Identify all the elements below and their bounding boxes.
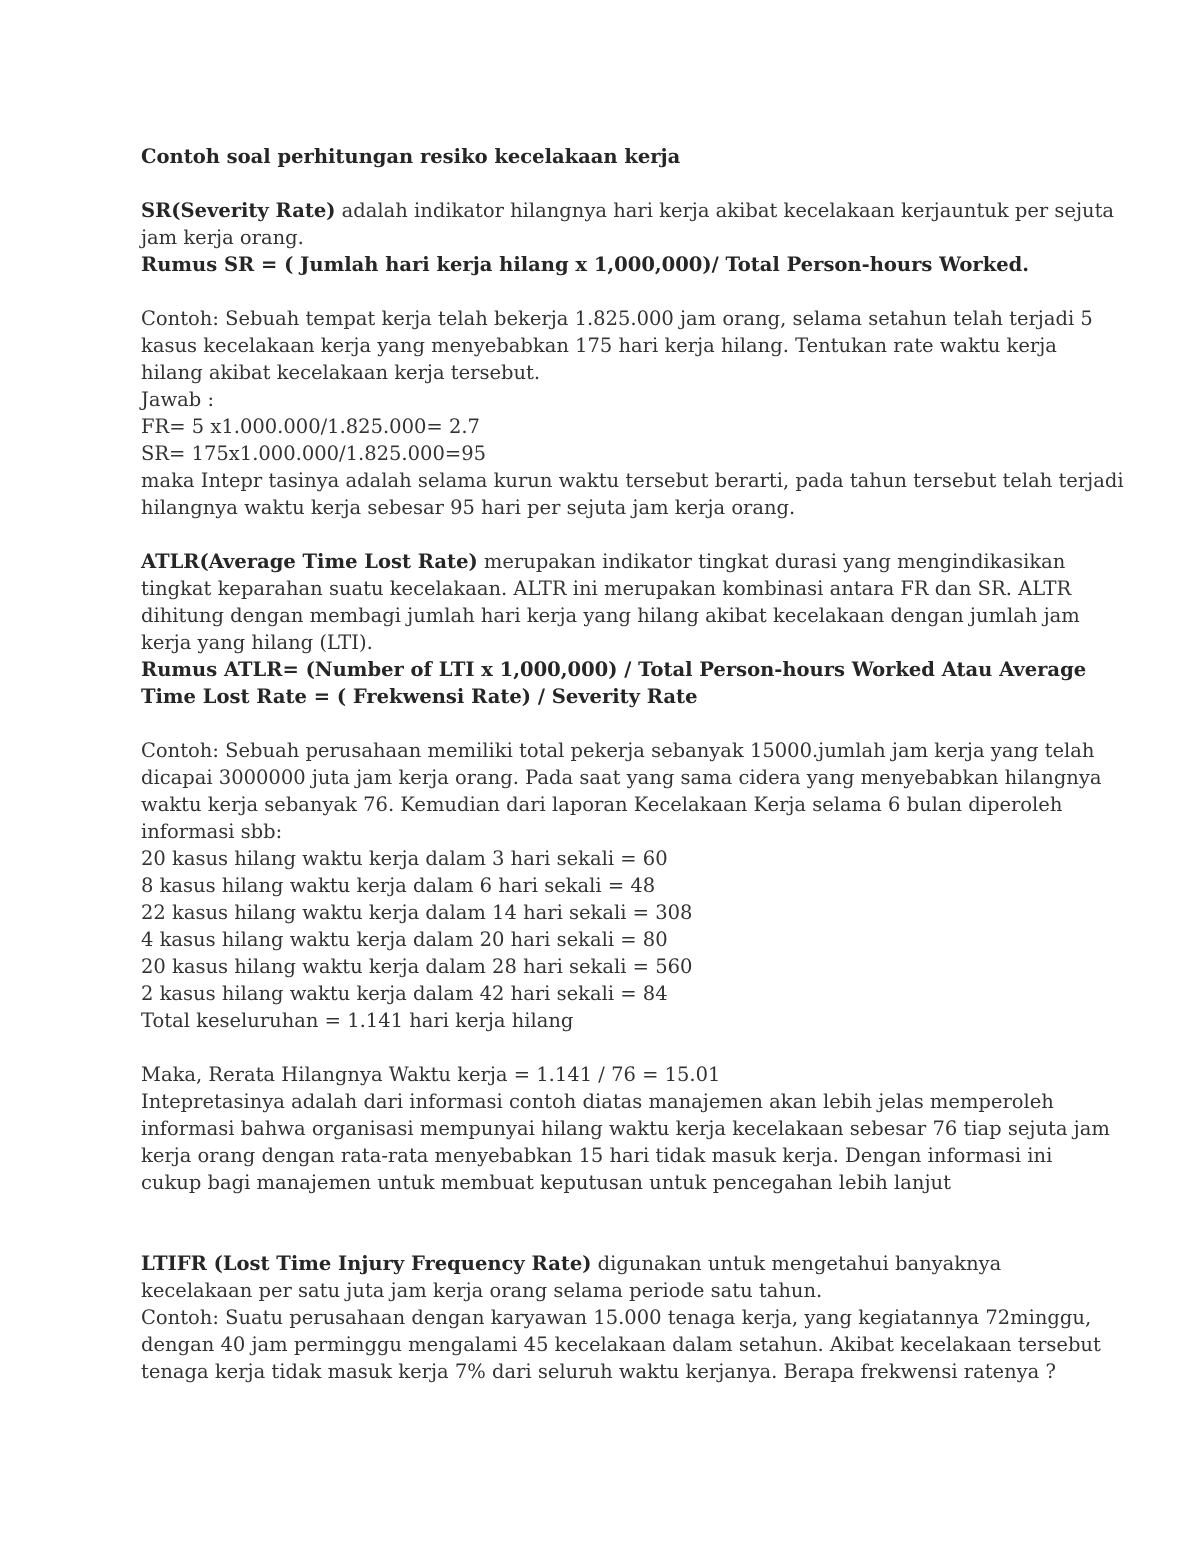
sr-example-line: kasus kecelakaan kerja yang menyebabkan 175 hari kerja hilang. Tentukan rate waktu kerja xyxy=(141,334,1057,357)
ltifr-example-line: tenaga kerja tidak masuk kerja 7% dari seluruh waktu kerjanya. Berapa frekwensi ratenya ? xyxy=(141,1360,1056,1383)
spacer xyxy=(141,521,1071,548)
atlr-example-line: waktu kerja sebanyak 76. Kemudian dari laporan Kecelakaan Kerja selama 6 bulan diperoleh xyxy=(141,793,1063,816)
ltifr-definition-line-1 xyxy=(141,1250,1071,1277)
atlr-conclusion-line: kerja orang dengan rata-rata menyebabkan 15 hari tidak masuk kerja. Dengan informasi ini xyxy=(141,1144,1053,1167)
atlr-example-line: informasi sbb: xyxy=(141,820,283,843)
sr-example-line: maka Intepr tasinya adalah selama kurun waktu tersebut berarti, pada tahun tersebut telah terjadi xyxy=(141,469,1124,492)
sr-example-line: Contoh: Sebuah tempat kerja telah bekerja 1.825.000 jam orang, selama setahun telah terjadi 5 xyxy=(141,307,1093,330)
atlr-case-line: 20 kasus hilang waktu kerja dalam 3 hari sekali = 60 xyxy=(141,847,668,870)
sr-example-line: SR= 175x1.000.000/1.825.000=95 xyxy=(141,442,487,465)
atlr-case-line: 20 kasus hilang waktu kerja dalam 28 hari sekali = 560 xyxy=(141,955,693,978)
ltifr-example-line: Contoh: Suatu perusahaan dengan karyawan 15.000 tenaga kerja, yang kegiatannya 72minggu, xyxy=(141,1306,1092,1329)
atlr-definition-line: tingkat keparahan suatu kecelakaan. ALTR ini merupakan kombinasi antara FR dan SR. ALTR xyxy=(141,577,1072,600)
atlr-total-line: Total keseluruhan = 1.141 hari kerja hilang xyxy=(141,1009,574,1032)
atlr-conclusion-line: informasi bahwa organisasi mempunyai hilang waktu kerja kecelakaan sebesar 76 tiap sejuta jam xyxy=(141,1117,1110,1140)
ltifr-example-line: dengan 40 jam perminggu mengalami 45 kecelakaan dalam setahun. Akibat kecelakaan tersebut xyxy=(141,1333,1101,1356)
sr-definition-text: adalah indikator hilangnya hari kerja akibat kecelakaan kerjauntuk per sejuta xyxy=(335,199,1115,222)
atlr-case-line: 22 kasus hilang waktu kerja dalam 14 hari sekali = 308 xyxy=(141,901,693,924)
atlr-example-line: Contoh: Sebuah perusahaan memiliki total pekerja sebanyak 15000.jumlah jam kerja yang telah xyxy=(141,739,1095,762)
spacer xyxy=(141,710,1071,737)
ltifr-definition-line-2: kecelakaan per satu juta jam kerja orang selama periode satu tahun. xyxy=(141,1279,823,1302)
spacer xyxy=(141,1196,1071,1250)
atlr-conclusion-line: cukup bagi manajemen untuk membuat keputusan untuk pencegahan lebih lanjut xyxy=(141,1171,951,1194)
atlr-definition-line: dihitung dengan membagi jumlah hari kerja yang hilang akibat kecelakaan dengan jumlah jam xyxy=(141,604,1080,627)
atlr-definition-line: kerja yang hilang (LTI). xyxy=(141,631,373,654)
ltifr-definition-text: digunakan untuk mengetahui banyaknya xyxy=(591,1252,1002,1275)
atlr-case-line: 4 kasus hilang waktu kerja dalam 20 hari sekali = 80 xyxy=(141,928,668,951)
spacer xyxy=(141,170,1071,197)
sr-definition-line-2: jam kerja orang. xyxy=(141,226,304,249)
atlr-formula-line-2: Time Lost Rate = ( Frekwensi Rate) / Severity Rate xyxy=(141,685,698,708)
atlr-example-line: dicapai 3000000 juta jam kerja orang. Pada saat yang sama cidera yang menyebabkan hilangnya xyxy=(141,766,1102,789)
sr-term: SR(Severity Rate) xyxy=(141,199,336,222)
sr-example-line: hilangnya waktu kerja sebesar 95 hari per sejuta jam kerja orang. xyxy=(141,496,796,519)
sr-example-line: hilang akibat kecelakaan kerja tersebut. xyxy=(141,361,541,384)
atlr-case-line: 8 kasus hilang waktu kerja dalam 6 hari sekali = 48 xyxy=(141,874,656,897)
atlr-definition-text: merupakan indikator tingkat durasi yang mengindikasikan xyxy=(477,550,1066,573)
ltifr-term: LTIFR (Lost Time Injury Frequency Rate) xyxy=(141,1252,592,1275)
atlr-case-line: 2 kasus hilang waktu kerja dalam 42 hari sekali = 84 xyxy=(141,982,668,1005)
spacer xyxy=(141,278,1071,305)
atlr-conclusion-line: Maka, Rerata Hilangnya Waktu kerja = 1.141 / 76 = 15.01 xyxy=(141,1063,721,1086)
sr-formula: Rumus SR = ( Jumlah hari kerja hilang x 1,000,000)/ Total Person-hours Worked. xyxy=(141,253,1030,276)
sr-example-line: FR= 5 x1.000.000/1.825.000= 2.7 xyxy=(141,415,480,438)
atlr-term: ATLR(Average Time Lost Rate) xyxy=(141,550,478,573)
document-page xyxy=(141,143,1124,1385)
sr-example-line: Jawab : xyxy=(141,388,215,411)
atlr-formula-line-1: Rumus ATLR= (Number of LTI x 1,000,000) / Total Person-hours Worked Atau Average xyxy=(141,658,1087,681)
spacer xyxy=(141,1034,1071,1061)
atlr-definition-line-1 xyxy=(141,548,1071,575)
document-title: Contoh soal perhitungan resiko kecelakaan kerja xyxy=(141,145,681,168)
sr-definition-line-1 xyxy=(141,197,1115,224)
atlr-conclusion-line: Intepretasinya adalah dari informasi contoh diatas manajemen akan lebih jelas memperoleh xyxy=(141,1090,1054,1113)
